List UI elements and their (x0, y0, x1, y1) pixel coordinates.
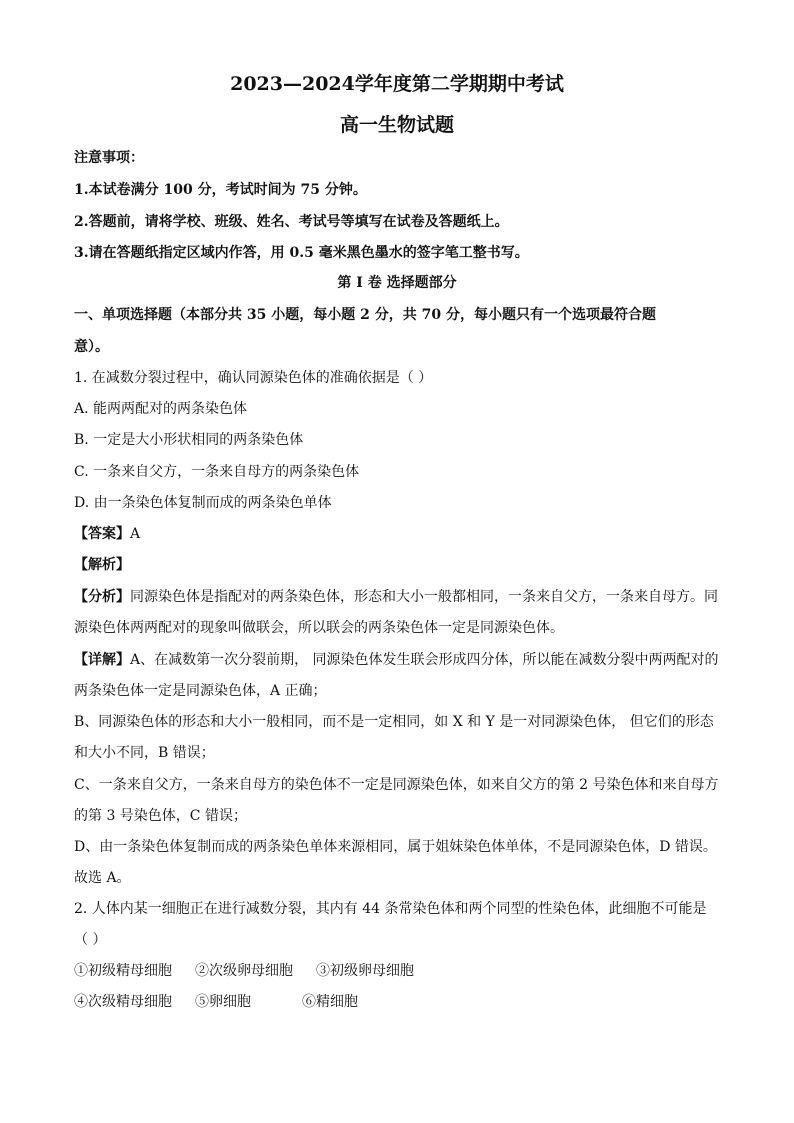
notice-item-3: 3.请在答题纸指定区域内作答，用 0.5 毫米黑色墨水的签字笔工整书写。 (74, 245, 529, 261)
exam-title: 2023—2024学年度第二学期期中考试 (230, 73, 564, 95)
xiangjie-line-2: 两条染色体一定是同源染色体，A 正确； (74, 683, 327, 699)
q2-item-4: ④次级精母细胞 (74, 994, 172, 1010)
q2-item-1: ①初级精母细胞 (74, 963, 172, 979)
q2-stem: 2. 人体内某一细胞正在进行减数分裂，其内有 44 条常染色体和两个同型的性染色体，此细胞不可能是 (74, 901, 707, 917)
explain-b-line-2: 和大小不同，B 错误； (74, 745, 215, 761)
explain-d-line-1: D、由一条染色体复制而成的两条染色单体来源相同，属于姐妹染色体单体，不是同源染色体，D 错误。 (74, 839, 717, 855)
part-title: 第 I 卷 选择题部分 (337, 275, 457, 291)
answer-tag: 【答案】 (74, 526, 130, 542)
fenxi-line-1 (74, 587, 718, 607)
fenxi-tag: 【分析】 (74, 589, 130, 605)
q1-conclusion: 故选 A。 (74, 870, 131, 886)
explain-c-line-1: C、一条来自父方，一条来自母方的染色体不一定是同源染色体，如来自父方的第 2 号染色体和来自母方 (74, 777, 719, 793)
q2-item-5: ⑤卵细胞 (195, 994, 251, 1010)
notice-item-1: 1.本试卷满分 100 分，考试时间为 75 分钟。 (74, 182, 367, 198)
q1-option-d: D. 由一条染色体复制而成的两条染色单体 (74, 495, 332, 511)
q2-item-3: ③初级卵母细胞 (316, 963, 414, 979)
q1-option-a: A. 能两两配对的两条染色体 (74, 401, 248, 417)
q2-options-row-2 (74, 992, 358, 1012)
q2-options-row-1 (74, 961, 414, 981)
q1-option-b: B. 一定是大小形状相同的两条染色体 (74, 432, 304, 448)
exam-subtitle: 高一生物试题 (339, 114, 454, 136)
section-heading-line2: 意）。 (74, 339, 109, 355)
q2-item-6: ⑥精细胞 (302, 994, 358, 1010)
q2-paren: （ ） (74, 932, 107, 948)
xiangjie-line-1 (74, 650, 719, 670)
analysis-tag: 【解析】 (74, 557, 130, 573)
q2-item-2: ②次级卵母细胞 (195, 963, 293, 979)
q1-stem: 1. 在减数分裂过程中，确认同源染色体的准确依据是（ ） (74, 370, 433, 386)
notice-item-2: 2.答题前，请将学校、班级、姓名、考试号等填写在试卷及答题纸上。 (74, 214, 509, 230)
q1-answer (74, 524, 140, 544)
fenxi-line-2: 源染色体两两配对的现象叫做联会，所以联会的两条染色体一定是同源染色体。 (74, 620, 564, 636)
xiangjie-text-1: A、在减数第一次分裂前期， 同源染色体发生联会形成四分体，所以能在减数分裂中两两配对的 (130, 652, 719, 668)
explain-b-line-1: B、同源染色体的形态和大小一般相同，而不是一定相同，如 X 和 Y 是一对同源染色体， 但它们的形态 (74, 714, 714, 730)
answer-value: A (130, 526, 141, 542)
xiangjie-tag: 【详解】 (74, 652, 130, 668)
q1-option-c: C. 一条来自父方，一条来自母方的两条染色体 (74, 464, 360, 480)
fenxi-text-1: 同源染色体是指配对的两条染色体，形态和大小一般都相同，一条来自父方，一条来自母方。同 (130, 589, 718, 605)
notice-heading: 注意事项： (74, 150, 144, 166)
section-heading-line1: 一、单项选择题（本部分共 35 小题，每小题 2 分，共 70 分，每小题只有一个选项最符合题 (74, 307, 656, 323)
explain-c-line-2: 的第 3 号染色体，C 错误； (74, 808, 247, 824)
